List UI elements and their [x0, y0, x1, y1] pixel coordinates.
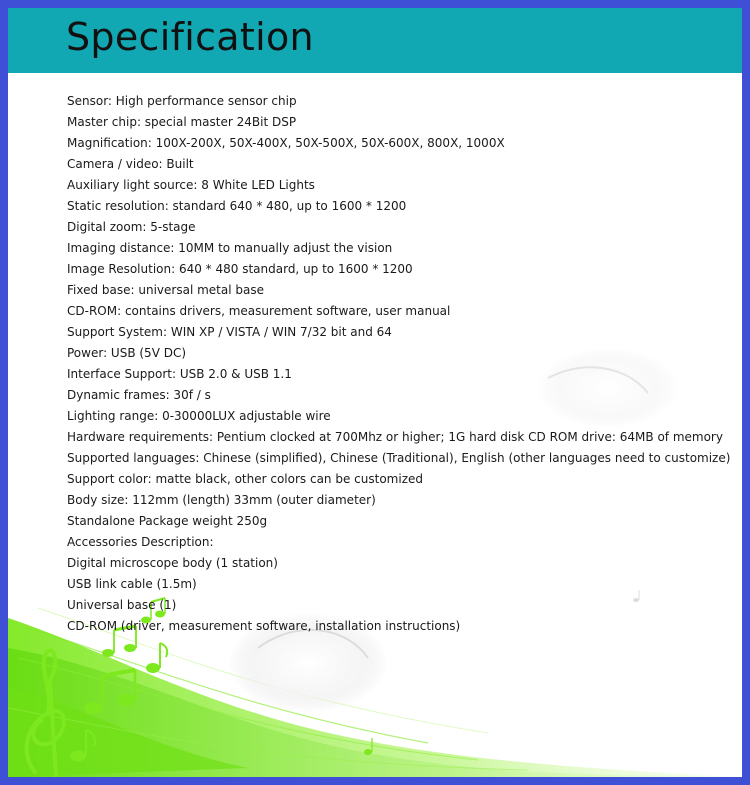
spec-line: Lighting range: 0-30000LUX adjustable wire — [67, 409, 331, 423]
page-title: Specification — [66, 15, 314, 59]
specification-list — [67, 91, 730, 637]
spec-line: Universal base (1) — [67, 598, 177, 612]
spec-line: Digital microscope body (1 station) — [67, 556, 278, 570]
spec-line: Standalone Package weight 250g — [67, 514, 268, 528]
spec-line: Fixed base: universal metal base — [67, 283, 264, 297]
spec-line: Support color: matte black, other colors can be customized — [67, 472, 423, 486]
spec-line: Master chip: special master 24Bit DSP — [67, 115, 297, 129]
spec-line: Digital zoom: 5-stage — [67, 220, 196, 234]
spec-line: Camera / video: Built — [67, 157, 194, 171]
spec-line: Magnification: 100X-200X, 50X-400X, 50X-500X, 50X-600X, 800X, 1000X — [67, 136, 505, 150]
spec-line: CD-ROM: contains drivers, measurement software, user manual — [67, 304, 451, 318]
spec-line: Accessories Description: — [67, 535, 214, 549]
spec-line: CD-ROM (driver, measurement software, installation instructions) — [67, 619, 461, 633]
spec-line: Sensor: High performance sensor chip — [67, 94, 297, 108]
spec-line: Support System: WIN XP / VISTA / WIN 7/32 bit and 64 — [67, 325, 392, 339]
spec-line: USB link cable (1.5m) — [67, 577, 197, 591]
spec-line: Interface Support: USB 2.0 & USB 1.1 — [67, 367, 292, 381]
spec-line: Static resolution: standard 640 * 480, up to 1600 * 1200 — [67, 199, 407, 213]
spec-line: Dynamic frames: 30f / s — [67, 388, 211, 402]
spec-line: Auxiliary light source: 8 White LED Lights — [67, 178, 315, 192]
spec-line: Supported languages: Chinese (simplified), Chinese (Traditional), English (other languages need to customize) — [67, 451, 731, 465]
spec-line: Body size: 112mm (length) 33mm (outer diameter) — [67, 493, 376, 507]
spec-line: Image Resolution: 640 * 480 standard, up to 1600 * 1200 — [67, 262, 413, 276]
spec-line: Imaging distance: 10MM to manually adjust the vision — [67, 241, 393, 255]
spec-line: Power: USB (5V DC) — [67, 346, 187, 360]
spec-line: Hardware requirements: Pentium clocked at 700Mhz or higher; 1G hard disk CD ROM drive: 64MB of memory — [67, 430, 723, 444]
